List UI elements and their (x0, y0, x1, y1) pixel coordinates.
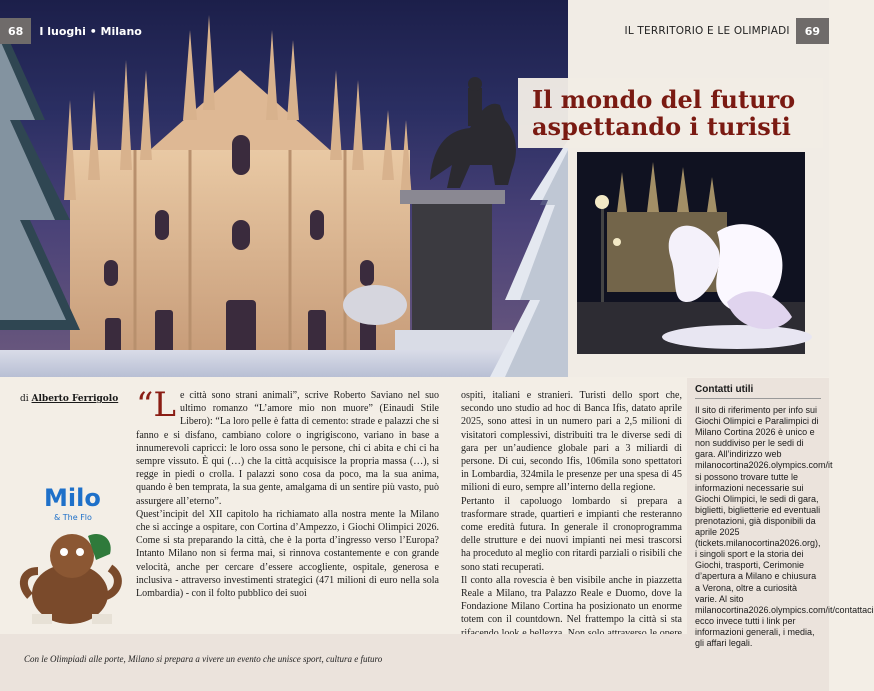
paragraph: ospiti, italiani e stranieri. Turisti dello sport che, secondo uno studio ad hoc di Banca Ifis, datato aprile 2025, sono attesi in un numero pari a 2,5 milioni di visitatori complessivi, distribuiti tra le diverse sedi di gara per un’audience globale pari a 3 miliardi di persone. Di cui, secondo Ifis, 106mila sono spettatori in Lombardia, 324mila le presenze per una spesa di 45 milioni di euro, sempre all’interno della regione. (461, 390, 682, 494)
contacts-body: Il sito di riferimento per info sui Giochi Olimpici e Paralimpici di Milano Cortina 2026 è unico e non suddiviso per le sedi di gara. All’indirizzo web milanocortina2026.olympics.com/it si possono trovare tutte le informazioni necessarie sui Giochi Olimpici, le sedi di gara, biglietti, biglietterie ed eventuali prenotazioni, già disponibili da aprile 2025 (tickets.milanocortina2026.org), i singoli sport e la storia dei Giochi, trasporti, Cerimonie d’apertura a Milano e chiusura a Verona, oltre a curiosità varie. Al sito milanocortina2026.olympics.com/it/contattaci ecco invece tutti i link per informazioni generali, i media, gli affari legali. (695, 405, 874, 648)
countdown-totem-photo (577, 152, 805, 354)
mascot-illustration (10, 476, 132, 631)
page-header-left (0, 18, 142, 44)
headline-line-1: Il mondo del futuro (532, 85, 796, 114)
totem-illustration (577, 152, 805, 354)
section-label-right: IL TERRITORIO E LE OLIMPIADI (624, 25, 790, 37)
milo-mascot (10, 476, 132, 631)
mascot-name: Milo (44, 484, 101, 512)
paragraph: Pertanto il capoluogo lombardo si prepara a trasformare strade, quartieri e impianti che resteranno come eredità futura. In generale il cronoprogramma delle strutture e dei nuovi impianti nei mesi trascorsi ha proceduto al meglio con ritardi parziali o risibili che sono stati recuperati. (461, 495, 682, 573)
photo-caption: Con le Olimpiadi alle porte, Milano si prepara a vivere un evento che unisce sport, cultura e futuro (24, 654, 383, 664)
contacts-sidebar (687, 378, 874, 691)
article-headline (518, 78, 823, 148)
page-number-right: 69 (796, 18, 829, 44)
section-label-left: I luoghi • Milano (39, 24, 142, 38)
paragraph: Quest’incipit del XII capitolo ha richiamato alla nostra mente la Milano che si accinge a ospitare, con Cortina d’Ampezzo, i Giochi Olimpici 2026. Come si sta preparando la città, che è la porta d’ingresso verso l’Europa? Intanto Milano non si ferma mai, si rinnova costantemente e con grande velocità, anche per cercare d’essere accogliente, ospitale, generosa e inclusiva - attraverso investimenti strategici (471 milioni di euro nella sola Lombardia) - con il folto pubblico dei suoi (136, 508, 439, 600)
article-column-2 (461, 389, 682, 666)
paragraph: e città sono strani animali”, scrive Roberto Saviano nel suo ultimo romanzo “L’amore mio non muore” (Einaudi Stile Libero): “La loro pelle è fatta di cemento: strade e palazzi che si fanno e si disfano, cambiano colore o ingrigiscono, variano in base a innumerevoli capricci: le loro ossa sono le persone, chi ci abita e chi ci ha sempre vissuto. È qui (…) che la città acquisisce la propria massa (…), si regge in piedi o crolla. I palazzi sono cosa da poco, ma la sua anima, quando è ben temprata, la sua gente, amalgama di un sentire più vasto, può assurgere all’eterno”. (136, 390, 439, 507)
drop-cap: “L (136, 385, 176, 425)
byline-author: Alberto Ferrigolo (31, 394, 119, 404)
byline (20, 394, 118, 404)
mascot-subtitle: & The Flo (54, 513, 92, 522)
byline-prefix: di (20, 394, 29, 404)
page-header-right (625, 18, 829, 44)
article-column-1 (136, 385, 439, 600)
duomo-photo (0, 0, 568, 377)
headline-line-2: aspettando i turisti (532, 112, 791, 141)
duomo-illustration (0, 0, 568, 377)
contacts-title: Contatti utili (695, 384, 821, 399)
page-number-left: 68 (0, 18, 31, 44)
paragraph: Il conto alla rovescia è ben visibile anche in piazzetta Reale a Milano, tra Palazzo Reale e Duomo, dove la Fondazione Milano Cortina ha posizionato un enorme totem con il countdown. Nel frattempo la città si sta (461, 574, 682, 626)
